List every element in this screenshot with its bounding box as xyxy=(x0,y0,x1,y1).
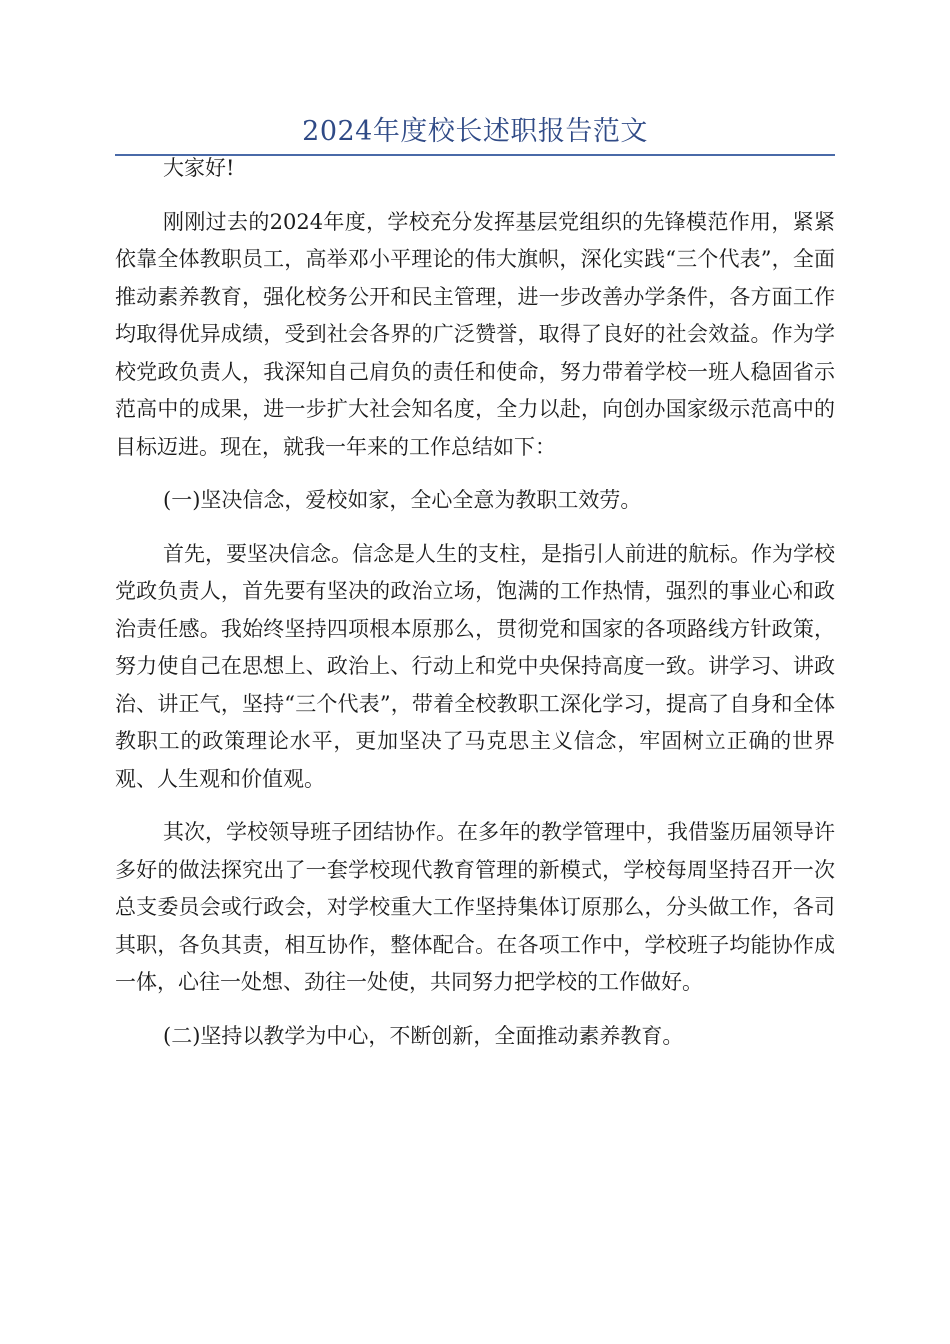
document-body xyxy=(115,150,835,1071)
document-title: 2024年度校长述职报告范文 xyxy=(302,116,648,147)
paragraph-teamwork: 其次，学校领导班子团结协作。在多年的教学管理中，我借鉴历届领导许多好的做法探究出了一套学校现代教育管理的新模式，学校每周坚持召开一次总支委员会或行政会，对学校重大工作坚持集体订原那么，分头做工作，各司其职，各负其责，相互协作，整体配合。在各项工作中，学校班子均能协作成一体，心往一处想、劲往一处使，共同努力把学校的工作做好。 xyxy=(115,820,835,994)
paragraph-intro: 刚刚过去的2024年度，学校充分发挥基层党组织的先锋模范作用，紧紧依靠全体教职员工，高举邓小平理论的伟大旗帜，深化实践“三个代表”，全面推动素养教育，强化校务公开和民主管理，进一步改善办学条件，各方面工作均取得优异成绩，受到社会各界的广泛赞誉，取得了良好的社会效益。作为学校党政负责人，我深知自己肩负的责任和使命，努力带着学校一班人稳固省示范高中的成果，进一步扩大社会知名度，全力以赴，向创办国家级示范高中的目标迈进。现在，就我一年来的工作总结如下： xyxy=(115,209,835,459)
section-heading-2: (二)坚持以教学为中心，不断创新，全面推动素养教育。 xyxy=(163,1023,684,1048)
paragraph-belief: 首先，要坚决信念。信念是人生的支柱，是指引人前进的航标。作为学校党政负责人，首先要有坚决的政治立场，饱满的工作热情，强烈的事业心和政治责任感。我始终坚持四项根本原那么，贯彻党和国家的各项路线方针政策，努力使自己在思想上、政治上、行动上和党中央保持高度一致。讲学习、讲政治、讲正气，坚持“三个代表”，带着全校教职工深化学习，提高了自身和全体教职工的政策理论水平，更加坚决了马克思主义信念，牢固树立正确的世界观、人生观和价值观。 xyxy=(115,541,835,791)
paragraph-greeting: 大家好! xyxy=(163,156,235,180)
section-heading-1: (一)坚决信念，爱校如家，全心全意为教职工效劳。 xyxy=(163,488,642,512)
